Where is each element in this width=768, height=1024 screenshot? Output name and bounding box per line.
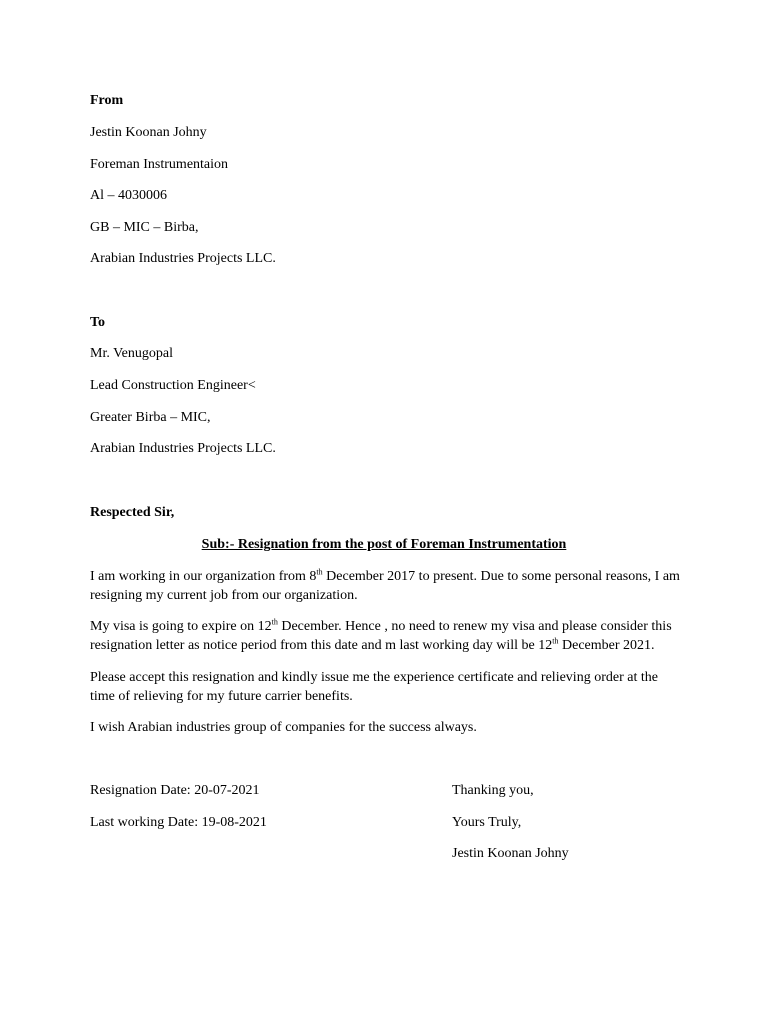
paragraph-3-line-2: time of relieving for my future carrier benefits.: [90, 689, 353, 704]
from-line-company: Arabian Industries Projects LLC.: [90, 251, 276, 266]
closing-yours: Yours Truly,: [452, 815, 522, 830]
to-heading: To: [90, 315, 106, 330]
last-working-date: Last working Date: 19-08-2021: [90, 815, 267, 830]
from-line-name: Jestin Koonan Johny: [90, 125, 207, 140]
paragraph-2: [90, 617, 690, 655]
subject-line: Sub:- Resignation from the post of Foreman Instrumentation: [201, 537, 567, 552]
paragraph-2-line-2: resignation letter as notice period from this date and m last working day will be 12th December 2021.: [90, 636, 655, 653]
closing-thanks: Thanking you,: [452, 783, 534, 798]
paragraph-3-line-1: Please accept this resignation and kindly issue me the experience certificate and relieving order at the: [90, 670, 658, 685]
paragraph-2-line-1: My visa is going to expire on 12th December. Hence , no need to renew my visa and please consider this: [90, 617, 672, 634]
paragraph-1: [90, 567, 690, 605]
to-line-location: Greater Birba – MIC,: [90, 410, 211, 425]
paragraph-3: [90, 668, 690, 706]
to-line-title: Lead Construction Engineer<: [90, 378, 256, 393]
from-line-location: GB – MIC – Birba,: [90, 220, 199, 235]
from-heading: From: [90, 93, 124, 108]
from-line-title: Foreman Instrumentaion: [90, 157, 229, 172]
signature-name: Jestin Koonan Johny: [452, 846, 569, 861]
from-line-id: Al – 4030006: [90, 188, 167, 203]
to-line-company: Arabian Industries Projects LLC.: [90, 441, 276, 456]
paragraph-4: I wish Arabian industries group of companies for the success always.: [90, 720, 477, 735]
salutation: Respected Sir,: [90, 505, 175, 520]
paragraph-1-line-2: resigning my current job from our organization.: [90, 588, 358, 603]
resignation-date: Resignation Date: 20-07-2021: [90, 783, 260, 798]
to-line-name: Mr. Venugopal: [90, 346, 173, 361]
paragraph-1-line-1: I am working in our organization from 8th December 2017 to present. Due to some personal reasons, I am: [90, 567, 680, 584]
